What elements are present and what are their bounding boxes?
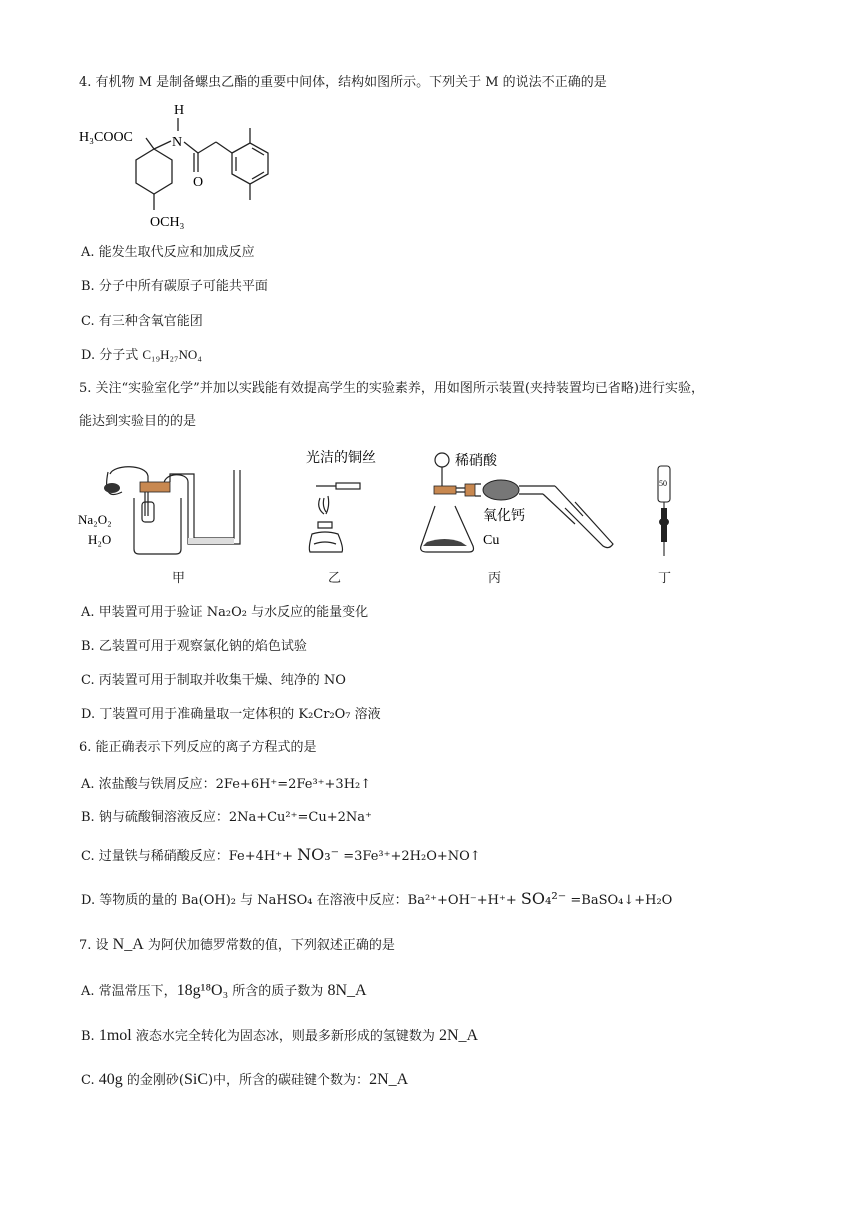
q4-stem: 4. 有机物 M 是制备螺虫乙酯的重要中间体，结构如图所示。下列关于 M 的说法不正确的是 [79, 75, 607, 90]
q7-stem-prefix: 7. 设 [79, 938, 113, 953]
q7-option-a-mid: 所含的质子数为 [228, 984, 328, 999]
q6-option-b: B. 钠与硫酸铜溶液反应：2Na+Cu²⁺=Cu+2Na⁺ [81, 810, 372, 825]
q6-option-c [81, 846, 481, 866]
q5-stem-line2: 能达到实验目的的是 [79, 414, 197, 429]
q4-option-d-prefix: D. 分子式 [81, 348, 143, 363]
stopper-bing [434, 486, 456, 494]
q7-option-b-mid: 液态水完全转化为固态冰，则最多新形成的氢键数为 [131, 1029, 439, 1044]
jia-reagent-na2o2: Na₂O₂ [78, 512, 112, 527]
ding-label: 丁 [658, 571, 672, 586]
q5-option-b: B. 乙装置可用于观察氯化钠的焰色试验 [81, 639, 307, 654]
q6-option-c-ion: NO₃⁻ [297, 845, 340, 864]
q7-option-b-amount: 1mol [98, 1027, 132, 1044]
q6-option-c-prefix: C. 过量铁与稀硝酸反应：Fe+4H⁺+ [81, 849, 298, 864]
q4-option-d-formula: C₁₉H₂₇NO₄ [142, 347, 202, 362]
q7-option-c [81, 1071, 408, 1090]
jia-label: 甲 [172, 571, 186, 586]
q5-option-a: A. 甲装置可用于验证 Na₂O₂ 与水反应的能量变化 [81, 605, 369, 620]
q6-option-d-prefix: D. 等物质的量的 Ba(OH)₂ 与 NaHSO₄ 在溶液中反应：Ba²⁺+OH⁻+H⁺+ [81, 893, 521, 908]
q4-option-b: B. 分子中所有碳原子可能共平面 [81, 279, 268, 294]
q7-option-c-mid2: )中，所含的碳硅键个数为： [207, 1073, 370, 1088]
q6-option-d [81, 890, 672, 910]
q7-option-a [81, 982, 367, 1001]
q7-option-a-formula: 18g¹⁸O₃ [176, 982, 229, 999]
q6-option-c-suffix: =3Fe³⁺+2H₂O+NO↑ [339, 849, 481, 864]
q7-option-c-value: 2N_A [369, 1071, 409, 1088]
q6-option-d-suffix: =BaSO₄↓+H₂O [566, 893, 673, 908]
bing-reagent-cao: 氧化钙 [483, 509, 525, 524]
q7-option-c-mass: 40g [98, 1071, 123, 1088]
drying-tube-cao [483, 480, 519, 500]
q7-option-c-mid1: 的金刚砂( [122, 1073, 184, 1088]
rubber-stopper-jia [140, 482, 170, 492]
molecule-m-structure [76, 98, 276, 238]
bing-reagent-nitric-acid: 稀硝酸 [455, 454, 497, 469]
q7-option-b [81, 1027, 478, 1046]
o-atom-label: O [193, 175, 204, 190]
q4-option-c: C. 有三种含氧官能团 [81, 314, 203, 329]
q4-option-d [81, 346, 202, 365]
q7-option-a-value: 8N_A [327, 982, 367, 999]
apparatus-jia [78, 462, 258, 557]
n-atom-label: N [172, 135, 183, 150]
bing-label: 丙 [488, 571, 502, 586]
q5-option-d: D. 丁装置可用于准确量取一定体积的 K₂Cr₂O₇ 溶液 [81, 707, 381, 722]
q5-option-c: C. 丙装置可用于制取并收集干燥、纯净的 NO [81, 673, 346, 688]
bing-reagent-cu: Cu [483, 533, 500, 548]
jia-reagent-h2o: H₂O [88, 532, 112, 547]
na2o2-sample [104, 483, 120, 493]
q5-stem-line1: 5. 关注“实验室化学”并加以实践能有效提高学生的实验素养，用如图所示装置(夹持装置均已省略)进行实验， [79, 381, 704, 396]
methoxy-label: OCH₃ [150, 215, 185, 230]
ester-group-label: H₃COOC [79, 130, 133, 145]
yi-reagent-copper-wire: 光洁的铜丝 [306, 451, 376, 466]
q7-option-c-formula: SiC [183, 1071, 208, 1088]
apparatus-yi [290, 448, 400, 558]
q7-stem [79, 936, 395, 955]
q7-option-b-prefix: B. [81, 1029, 99, 1044]
q7-option-c-prefix: C. [81, 1073, 99, 1088]
tube-connector [465, 484, 475, 496]
q7-option-a-prefix: A. 常温常压下， [81, 984, 177, 999]
apparatus-ding [650, 460, 680, 560]
q6-option-a: A. 浓盐酸与铁屑反应：2Fe+6H⁺=2Fe³⁺+3H₂↑ [81, 777, 372, 792]
q7-na-symbol: N_A [112, 936, 144, 953]
apparatus-bing [415, 446, 625, 558]
q6-option-d-ion: SO₄²⁻ [520, 889, 567, 908]
q4-option-a: A. 能发生取代反应和加成反应 [81, 245, 255, 260]
q7-stem-suffix: 为阿伏加德罗常数的值，下列叙述正确的是 [143, 938, 395, 953]
q7-option-b-value: 2N_A [438, 1027, 479, 1044]
h-atom-label: H [174, 103, 185, 118]
yi-label: 乙 [328, 571, 342, 586]
ding-scale-label: 50 [659, 479, 667, 488]
q6-stem: 6. 能正确表示下列反应的离子方程式的是 [79, 740, 317, 755]
